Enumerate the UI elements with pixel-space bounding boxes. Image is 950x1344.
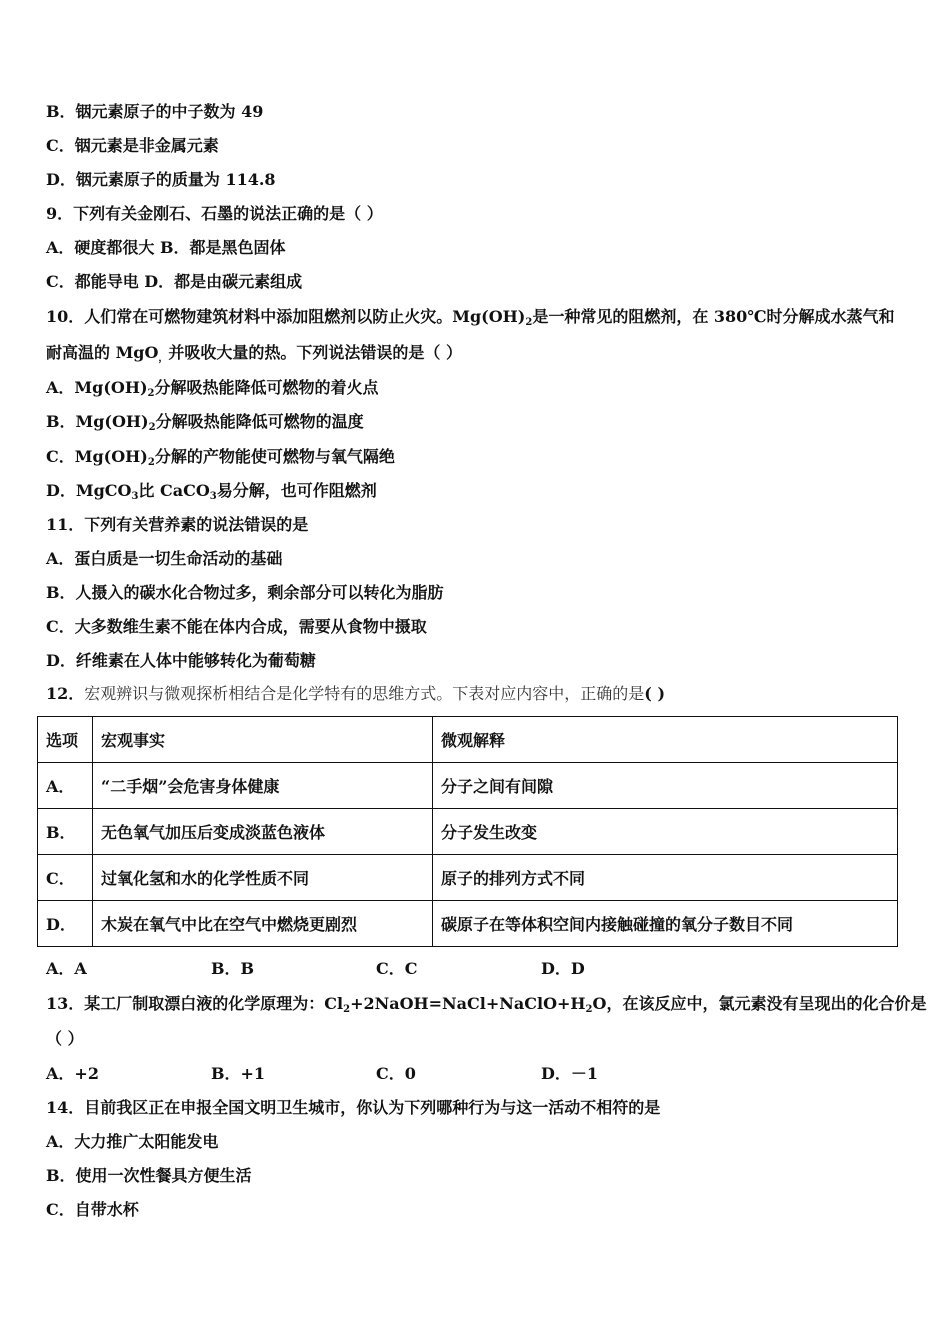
table-row	[38, 809, 898, 855]
q13-stem: 13．某工厂制取漂白液的化学原理为：$Cl_2+2NaOH=NaCl+NaClO+H_2O$，在该反应中，氯元素没有呈现出的化合价是	[46, 994, 927, 1015]
q12-option-d: D．D	[541, 959, 585, 978]
q14-option-a: A．大力推广太阳能发电	[46, 1132, 219, 1151]
row-micro-explanation: 分子发生改变	[433, 809, 898, 855]
q8-option-d: D．铟元素原子的质量为 114.8	[46, 170, 276, 189]
q13-option-a: A．+2	[46, 1064, 99, 1083]
q10-option-c: C．$Mg(OH)_2$分解的产物能使可燃物与氧气隔绝	[46, 447, 395, 468]
q11-stem: 11．下列有关营养素的说法错误的是	[46, 515, 309, 534]
q11-option-d: D．纤维素在人体中能够转化为葡萄糖	[46, 651, 316, 670]
q10-option-b: B．$Mg(OH)_2$分解吸热能降低可燃物的温度	[46, 412, 364, 433]
q11-option-b: B．人摄入的碳水化合物过多，剩余部分可以转化为脂肪	[46, 583, 444, 602]
q11-option-c: C．大多数维生素不能在体内合成，需要从食物中摄取	[46, 617, 427, 636]
q12-table	[37, 716, 898, 947]
q14-stem: 14．目前我区正在申报全国文明卫生城市，你认为下列哪种行为与这一活动不相符的是	[46, 1098, 661, 1117]
q14-option-b: B．使用一次性餐具方便生活	[46, 1166, 252, 1185]
q12-stem: 12．宏观辨识与微观探析相结合是化学特有的思维方式。下表对应内容中，正确的是( )	[46, 684, 666, 703]
q14-option-c: C．自带水杯	[46, 1200, 139, 1219]
header-macro-fact: 宏观事实	[93, 717, 433, 763]
q8-option-b: B．铟元素原子的中子数为 49	[46, 102, 264, 121]
q13-option-d: D．－1	[541, 1064, 599, 1083]
row-micro-explanation: 原子的排列方式不同	[433, 855, 898, 901]
row-option: C．	[38, 855, 93, 901]
q8-option-c: C．铟元素是非金属元素	[46, 136, 219, 155]
row-option: A．	[38, 763, 93, 809]
row-option: D．	[38, 901, 93, 947]
row-macro-fact: 过氧化氢和水的化学性质不同	[93, 855, 433, 901]
q10-option-d: D．MgCO$_3$比 CaCO$_3$易分解，也可作阻燃剂	[46, 481, 377, 502]
q12-option-c: C．C	[376, 959, 418, 978]
table-row	[38, 901, 898, 947]
header-micro-explanation: 微观解释	[433, 717, 898, 763]
q10-stem-line1: 10．人们常在可燃物建筑材料中添加阻燃剂以防止火灾。$Mg(OH)_2$是一种常见的阻燃剂，在 380℃时分解成水蒸气和	[46, 307, 895, 328]
row-macro-fact: “二手烟”会危害身体健康	[93, 763, 433, 809]
row-macro-fact: 木炭在氧气中比在空气中燃烧更剧烈	[93, 901, 433, 947]
q12-option-b: B．B	[211, 959, 255, 978]
header-option: 选项	[38, 717, 93, 763]
q13-paren: （ ）	[46, 1029, 84, 1048]
q9-options-ab: A．硬度都很大 B．都是黑色固体	[46, 238, 286, 257]
q11-option-a: A．蛋白质是一切生命活动的基础	[46, 549, 283, 568]
row-macro-fact: 无色氧气加压后变成淡蓝色液体	[93, 809, 433, 855]
q10-stem-line2: 耐高温的 MgO$_,$并吸收大量的热。下列说法错误的是（ ）	[46, 343, 462, 364]
table-row	[38, 763, 898, 809]
q12-option-a: A．A	[46, 959, 87, 978]
table-header-row	[38, 717, 898, 763]
q13-option-b: B．+1	[211, 1064, 266, 1083]
row-micro-explanation: 分子之间有间隙	[433, 763, 898, 809]
q10-option-a: A．$Mg(OH)_2$分解吸热能降低可燃物的着火点	[46, 378, 379, 399]
row-micro-explanation: 碳原子在等体积空间内接触碰撞的氧分子数目不同	[433, 901, 898, 947]
row-option: B．	[38, 809, 93, 855]
table-row	[38, 855, 898, 901]
q9-options-cd: C．都能导电 D．都是由碳元素组成	[46, 272, 303, 291]
q13-option-c: C．0	[376, 1064, 416, 1083]
q9-stem: 9．下列有关金刚石、石墨的说法正确的是（ ）	[46, 204, 383, 223]
